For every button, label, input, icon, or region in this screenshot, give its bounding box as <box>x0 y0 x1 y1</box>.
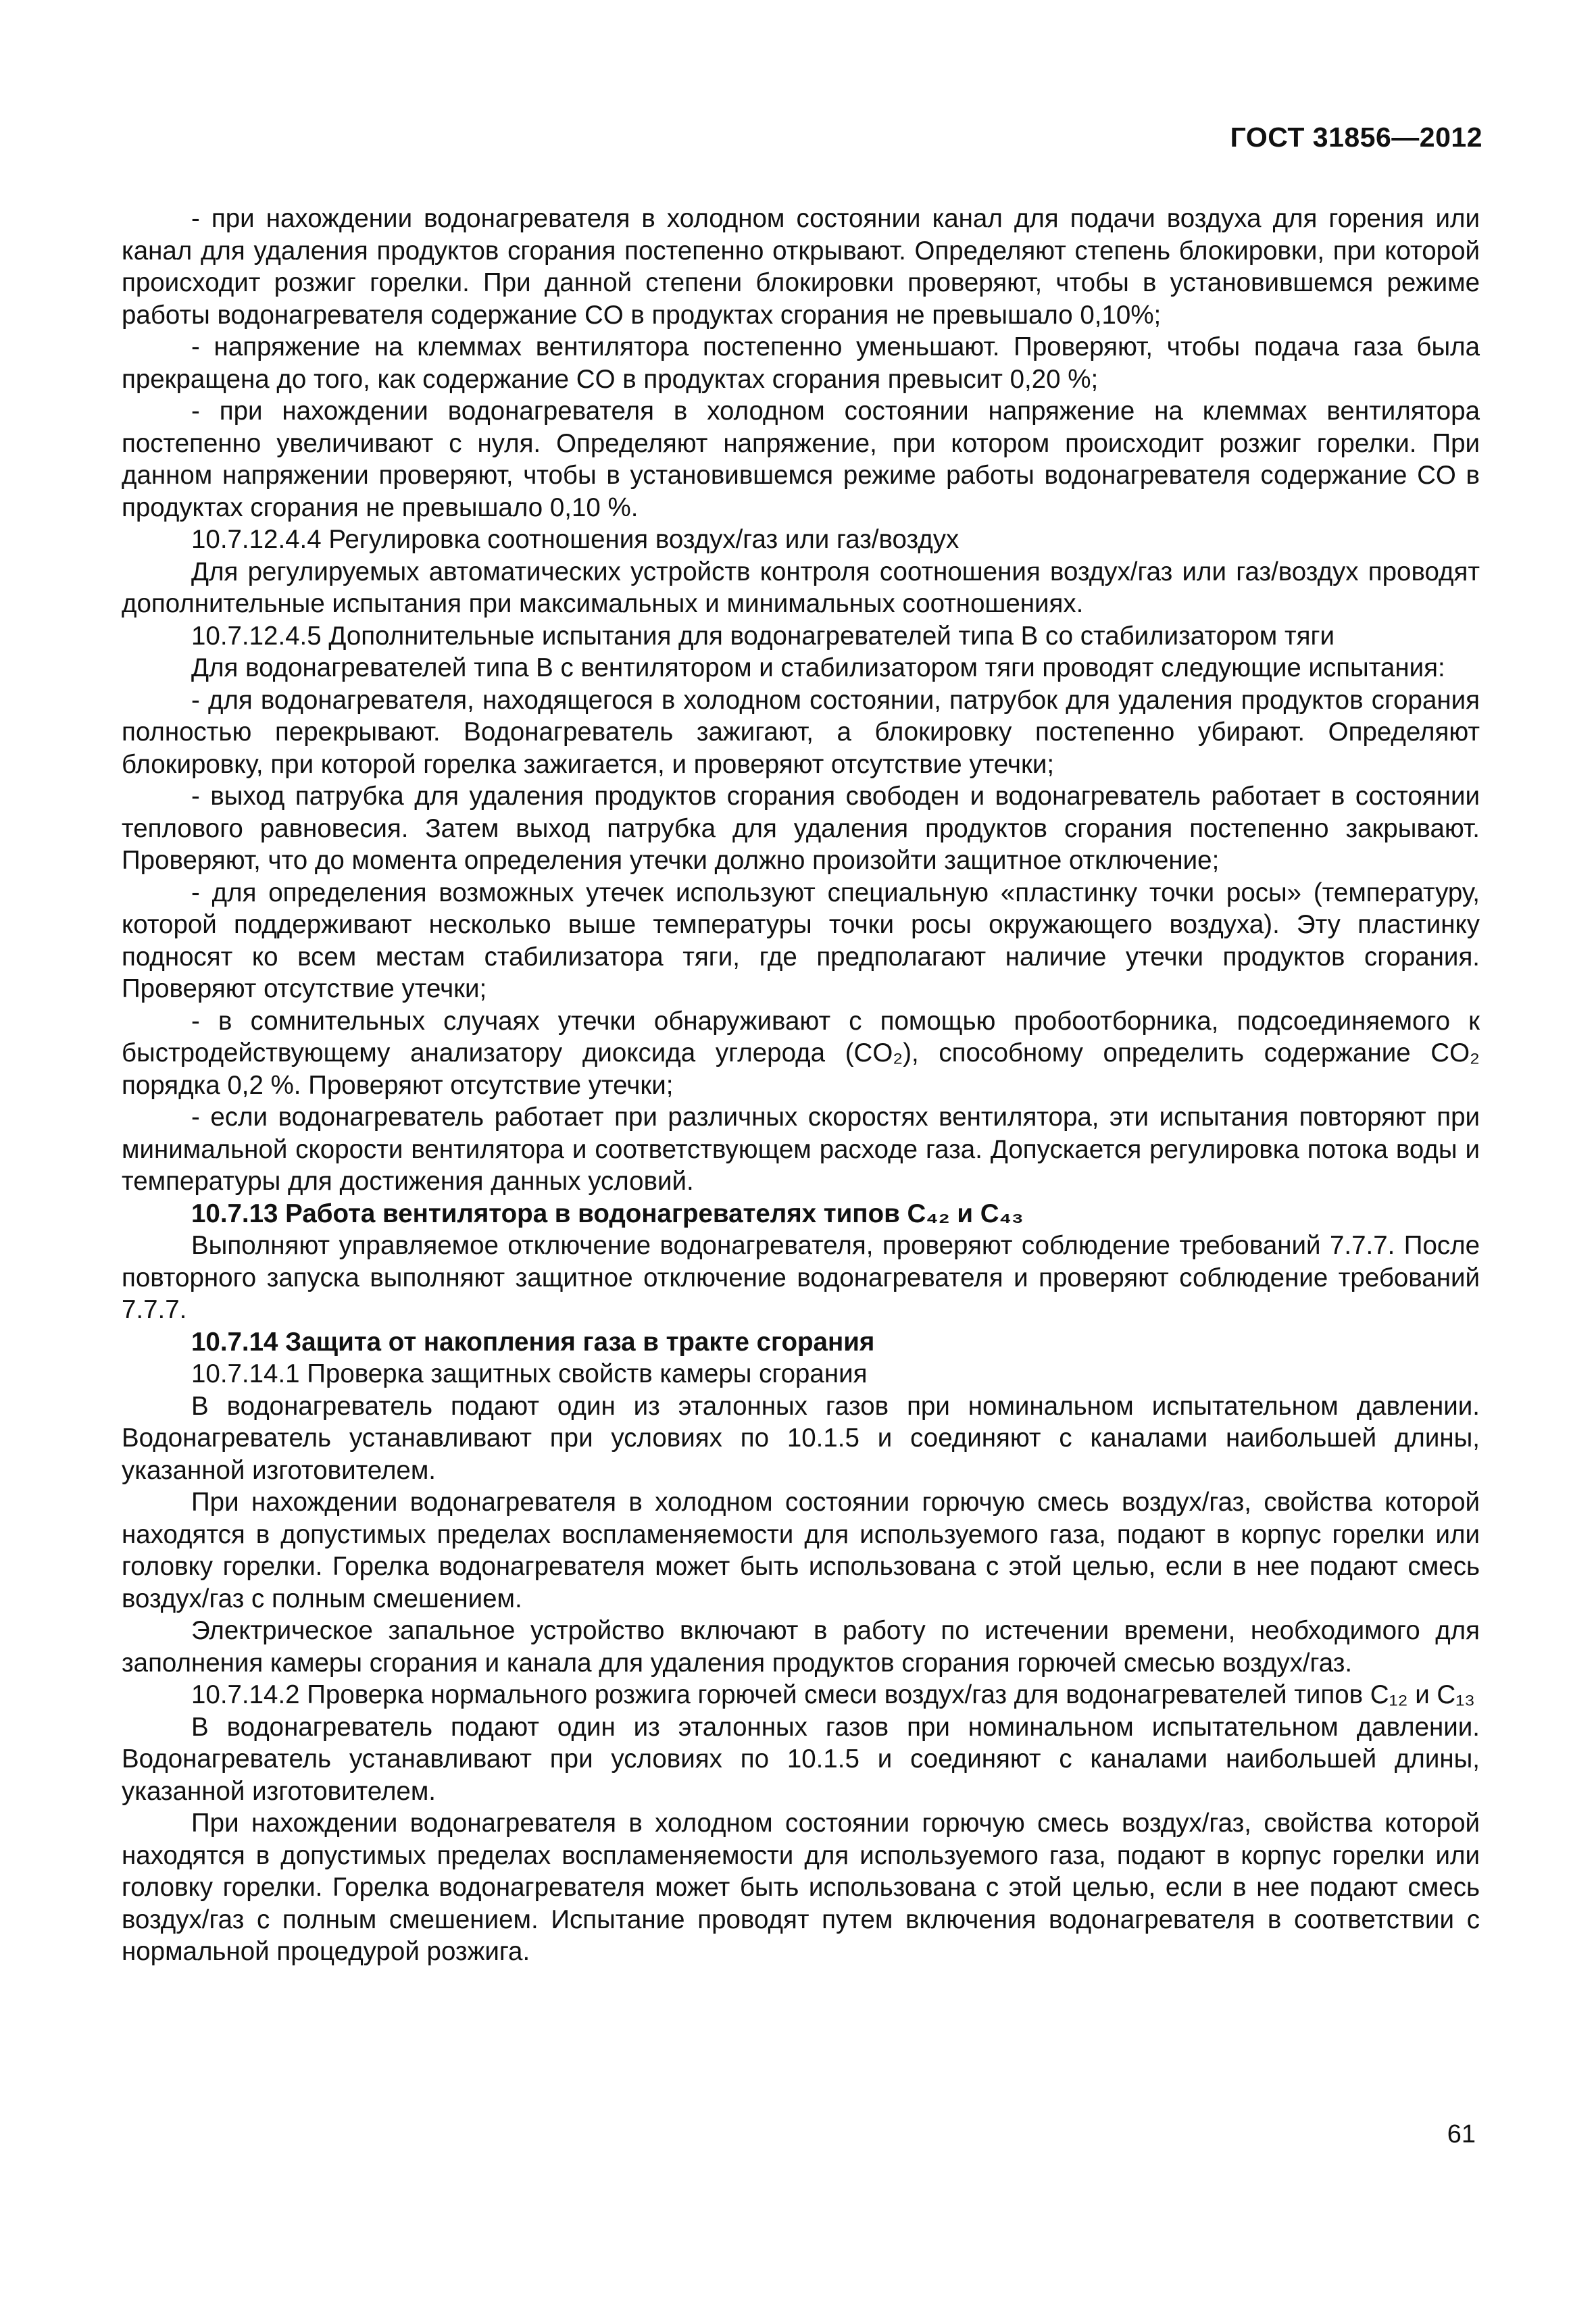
document-code: ГОСТ 31856—2012 <box>1230 122 1482 153</box>
paragraph: Электрическое запальное устройство включают в работу по истечении времени, необходимого для заполнения камеры сгорания и канала для удаления продуктов сгорания горючей смесью воздух/газ. <box>122 1616 1480 1678</box>
paragraph: - в сомнительных случаях утечки обнаруживают с помощью пробоотборника, подсоединяемого к быстродействующему анализатору диоксида углерода (CO₂), способному определить содержание CO₂ порядка 0,2 %. Проверяют отсутствие утечки; <box>122 1006 1480 1100</box>
section-heading-bold: 10.7.13 Работа вентилятора в водонагревателях типов C₄₂ и C₄₃ <box>191 1199 1024 1228</box>
document-body <box>122 203 1480 1968</box>
paragraph: - для определения возможных утечек используют специальную «пластинку точки росы» (температуру, которой поддерживают несколько выше температуры точки росы окружающего воздуха). Эту пластинку подносят ко всем местам стабилизатора тяги, где предполагают наличие утечки продуктов сгорания. Проверяют отсутствие утечки; <box>122 878 1480 1003</box>
paragraph: - при нахождении водонагревателя в холодном состоянии канал для подачи воздуха для горения или канал для удаления продуктов сгорания постепенно открывают. Определяют степень блокировки, при которой происходит розжиг горелки. При данной степени блокировки проверяют, чтобы в установившемся режиме работы водонагревателя содержание CO в продуктах сгорания не превышало 0,10%; <box>122 204 1480 330</box>
paragraph: При нахождении водонагревателя в холодном состоянии горючую смесь воздух/газ, свойства которой находятся в допустимых пределах воспламеняемости для используемого газа, подают в корпус горелки или головку горелки. Горелка водонагревателя может быть использована с этой целью, если в нее подают смесь воздух/газ с полным смешением. Испытание проводят путем включения водонагревателя в соответствии с нормальной процедурой розжига. <box>122 1809 1480 1966</box>
paragraph: Выполняют управляемое отключение водонагревателя, проверяют соблюдение требований 7.7.7. После повторного запуска выполняют защитное отключение водонагревателя и проверяют соблюдение требований 7.7.7. <box>122 1231 1480 1324</box>
section-heading: 10.7.14.2 Проверка нормального розжига горючей смеси воздух/газ для водонагревателей типов C₁₂ и C₁₃ <box>191 1680 1475 1709</box>
paragraph: В водонагреватель подают один из эталонных газов при номинальном испытательном давлении. Водонагреватель устанавливают при условиях по 10.1.5 и соединяют с каналами наибольшей длины, указанной изготовителем. <box>122 1712 1480 1806</box>
paragraph: - при нахождении водонагревателя в холодном состоянии напряжение на клеммах вентилятора постепенно увеличивают с нуля. Определяют напряжение, при котором происходит розжиг горелки. При данном напряжении проверяют, чтобы в установившемся режиме работы водонагревателя содержание CO в продуктах сгорания не превышало 0,10 %. <box>122 397 1480 522</box>
section-heading: 10.7.14.1 Проверка защитных свойств камеры сгорания <box>191 1359 868 1388</box>
paragraph: - для водонагревателя, находящегося в холодном состоянии, патрубок для удаления продуктов сгорания полностью перекрывают. Водонагреватель зажигают, а блокировку постепенно убирают. Определяют блокировку, при которой горелка зажигается, и проверяют отсутствие утечки; <box>122 685 1480 779</box>
paragraph: - напряжение на клеммах вентилятора постепенно уменьшают. Проверяют, чтобы подача газа была прекращена до того, как содержание CO в продуктах сгорания превысит 0,20 %; <box>122 332 1480 394</box>
paragraph: При нахождении водонагревателя в холодном состоянии горючую смесь воздух/газ, свойства которой находятся в допустимых пределах воспламеняемости для используемого газа, подают в корпус горелки или головку горелки. Горелка водонагревателя может быть использована с этой целью, если в нее подают смесь воздух/газ с полным смешением. <box>122 1488 1480 1613</box>
section-heading: 10.7.12.4.4 Регулировка соотношения воздух/газ или газ/воздух <box>191 525 959 554</box>
paragraph: Для водонагревателей типа В с вентилятором и стабилизатором тяги проводят следующие испытания: <box>191 653 1445 682</box>
page-number: 61 <box>1447 2120 1476 2148</box>
paragraph: - выход патрубка для удаления продуктов сгорания свободен и водонагреватель работает в состоянии теплового равновесия. Затем выход патрубка для удаления продуктов сгорания постепенно закрывают. Проверяют, что до момента определения утечки должно произойти защитное отключение; <box>122 782 1480 875</box>
section-heading: 10.7.12.4.5 Дополнительные испытания для водонагревателей типа В со стабилизатором тяги <box>191 621 1335 651</box>
paragraph: В водонагреватель подают один из эталонных газов при номинальном испытательном давлении. Водонагреватель устанавливают при условиях по 10.1.5 и соединяют с каналами наибольшей длины, указанной изготовителем. <box>122 1391 1480 1485</box>
paragraph: Для регулируемых автоматических устройств контроля соотношения воздух/газ или газ/воздух проводят дополнительные испытания при максимальных и минимальных соотношениях. <box>122 557 1480 618</box>
paragraph: - если водонагреватель работает при различных скоростях вентилятора, эти испытания повторяют при минимальной скорости вентилятора и соответствующем расходе газа. Допускается регулировка потока воды и температуры для достижения данных условий. <box>122 1103 1480 1196</box>
section-heading-bold: 10.7.14 Защита от накопления газа в тракте сгорания <box>191 1327 875 1357</box>
